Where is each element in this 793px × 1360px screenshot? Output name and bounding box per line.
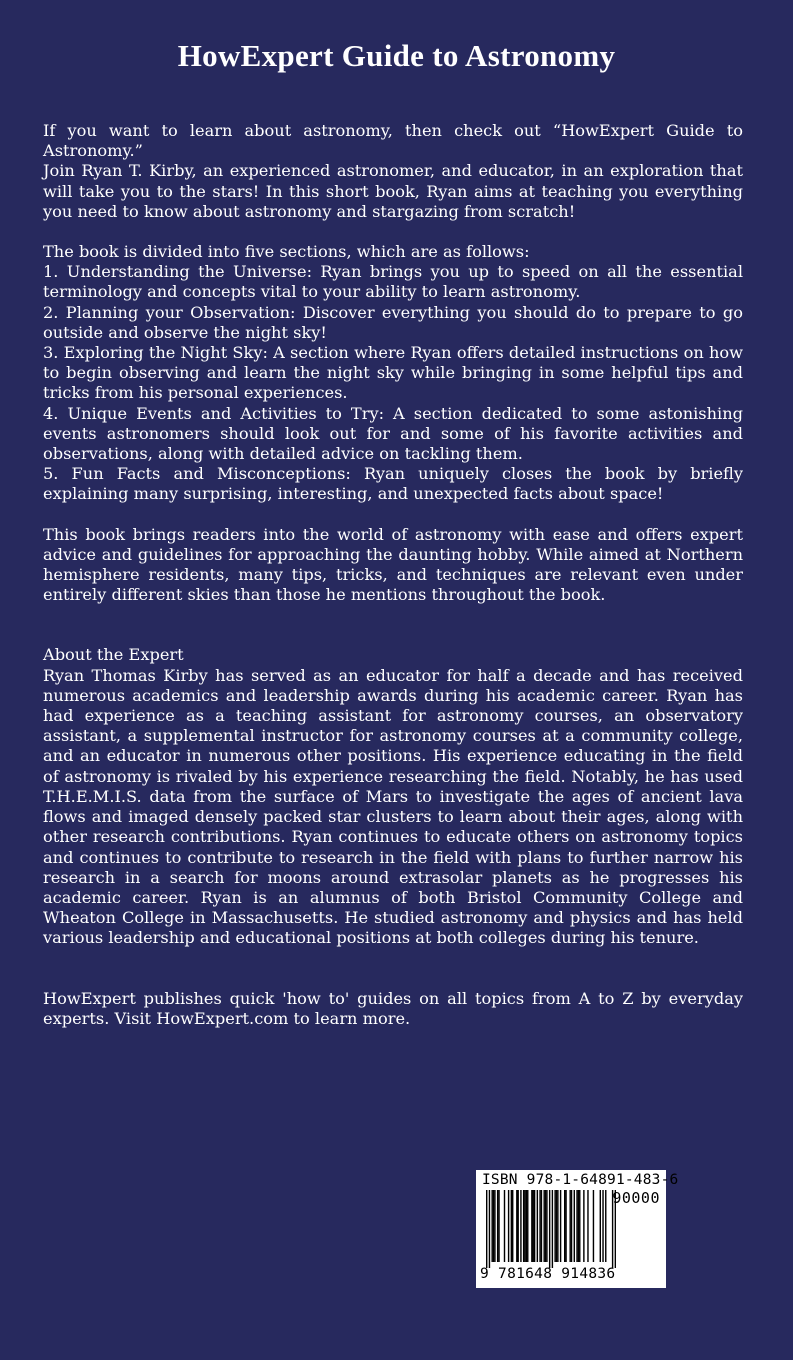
barcode-bar — [593, 1190, 594, 1262]
barcode-bar — [605, 1190, 606, 1262]
publisher-note: HowExpert publishes quick 'how to' guides on all topics from A to Z by everyday experts. Visit HowExpert.com to learn more. — [43, 988, 743, 1028]
barcode-bar — [517, 1190, 518, 1262]
barcode-bar — [533, 1190, 534, 1262]
barcode-bar — [524, 1190, 525, 1262]
barcode-bar — [554, 1190, 555, 1262]
section-item: 1. Understanding the Universe: Ryan brings you up to speed on all the essential terminology and concepts vital to your ability to learn astronomy. — [43, 262, 743, 302]
barcode-bar — [574, 1190, 575, 1262]
ean-digits: 9 781648 914836 — [480, 1266, 616, 1282]
section-item: 5. Fun Facts and Misconceptions: Ryan uniquely closes the book by briefly explaining many surprising, interesting, and unexpected facts about space! — [43, 464, 743, 504]
barcode-bar — [508, 1190, 509, 1262]
barcode-bar — [486, 1190, 487, 1268]
summary-paragraph: This book brings readers into the world of astronomy with ease and offers expert advice and guidelines for approaching the daunting hobby. While aimed at Northern hemisphere residents, many tips, tricks, and techniques are relevant even under entirely different skies than those he mentions throughout the book. — [43, 524, 743, 605]
about-paragraph: Ryan Thomas Kirby has served as an educator for half a decade and has received numerous academics and leadership awards during his academic career. Ryan has had experience as a teaching assistant for astronomy courses, an observatory assistant, a supplemental instructor for astronomy courses at a community college, and an educator in numerous other positions. His experience educating in the field of astronomy is rivaled by his experience researching the field. Notably, he has used T.H.E.M.I.S. data from the surface of Mars to investigate the ages of ancient lava flows and imaged densely packed star clusters to learn about their ages, along with other research contributions. Ryan continues to educate others on astronomy topics and continues to contribute to research in the field with plans to further narrow his research in a search for moons around extrasolar planets as he progresses his academic career. Ryan is an alumnus of both Bristol Community College and Wheaton College in Massachusetts. He studied astronomy and physics and has held various leadership and educational positions at both colleges during his tenure. — [43, 665, 743, 948]
intro-paragraph-1: If you want to learn about astronomy, then check out “HowExpert Guide to Astronomy.” — [43, 121, 743, 161]
barcode-bar — [537, 1190, 538, 1262]
intro-paragraph-2: Join Ryan T. Kirby, an experienced astronomer, and educator, in an exploration that will take you to the stars! In this short book, Ryan aims at teaching you everything you need to know about astronomy and stargazing from scratch! — [43, 161, 743, 221]
barcode-bar — [531, 1190, 532, 1262]
barcode-bar — [520, 1190, 521, 1262]
barcode-bar — [569, 1190, 570, 1262]
section-item: 2. Planning your Observation: Discover everything you should do to prepare to go outside and observe the night sky! — [43, 302, 743, 342]
barcode-bar — [543, 1190, 544, 1262]
barcode-bar — [516, 1190, 517, 1262]
sections-intro: The book is divided into five sections, which are as follows: — [43, 242, 530, 262]
barcode-bar — [493, 1190, 494, 1262]
barcode-bar — [549, 1190, 550, 1268]
barcode-bar — [541, 1190, 542, 1262]
barcode-bar — [545, 1190, 546, 1262]
barcode-bar — [523, 1190, 524, 1262]
section-item: 4. Unique Events and Activities to Try: A section dedicated to some astonishing events astronomers should look out for and some of his favorite activities and observations, along with detailed advice on tackling them. — [43, 403, 743, 464]
barcode-bar — [565, 1190, 566, 1262]
barcode-bar — [587, 1190, 588, 1262]
barcode-bar — [564, 1190, 565, 1262]
barcode-bar — [556, 1190, 557, 1262]
barcode-bar — [552, 1190, 553, 1268]
barcode-bar — [576, 1190, 577, 1262]
barcode-bar — [578, 1190, 579, 1262]
book-title: HowExpert Guide to Astronomy — [177, 38, 616, 73]
barcode-bar — [511, 1190, 512, 1262]
barcode-bar — [602, 1190, 603, 1262]
about-heading: About the Expert — [43, 645, 184, 665]
barcode-bar — [600, 1190, 601, 1262]
barcode-bar — [489, 1190, 490, 1268]
barcode-bar — [491, 1190, 492, 1262]
barcode-bar — [526, 1190, 527, 1262]
isbn-label: ISBN 978-1-64891-483-6 — [482, 1172, 679, 1188]
barcode-bar — [560, 1190, 561, 1262]
barcode-bars — [486, 1190, 616, 1268]
barcode-bar — [527, 1190, 528, 1262]
barcode-bar — [494, 1190, 495, 1262]
price-code: 90000 — [612, 1189, 660, 1207]
barcode-bar — [539, 1190, 540, 1262]
barcode-bar — [571, 1190, 572, 1262]
barcode-bar — [546, 1190, 547, 1262]
barcode-bar — [497, 1190, 498, 1262]
isbn-barcode — [476, 1170, 679, 1288]
barcode-bar — [498, 1190, 499, 1262]
barcode-bar — [579, 1190, 580, 1262]
barcode-bar — [583, 1190, 584, 1262]
barcode-bar — [504, 1190, 505, 1262]
section-item: 3. Exploring the Night Sky: A section where Ryan offers detailed instructions on how to begin observing and learn the night sky while bringing in some helpful tips and tricks from his personal experiences. — [43, 343, 743, 403]
barcode-bar — [534, 1190, 535, 1262]
barcode-bar — [512, 1190, 513, 1262]
back-cover-text — [43, 121, 743, 1029]
barcode-bar — [557, 1190, 558, 1262]
